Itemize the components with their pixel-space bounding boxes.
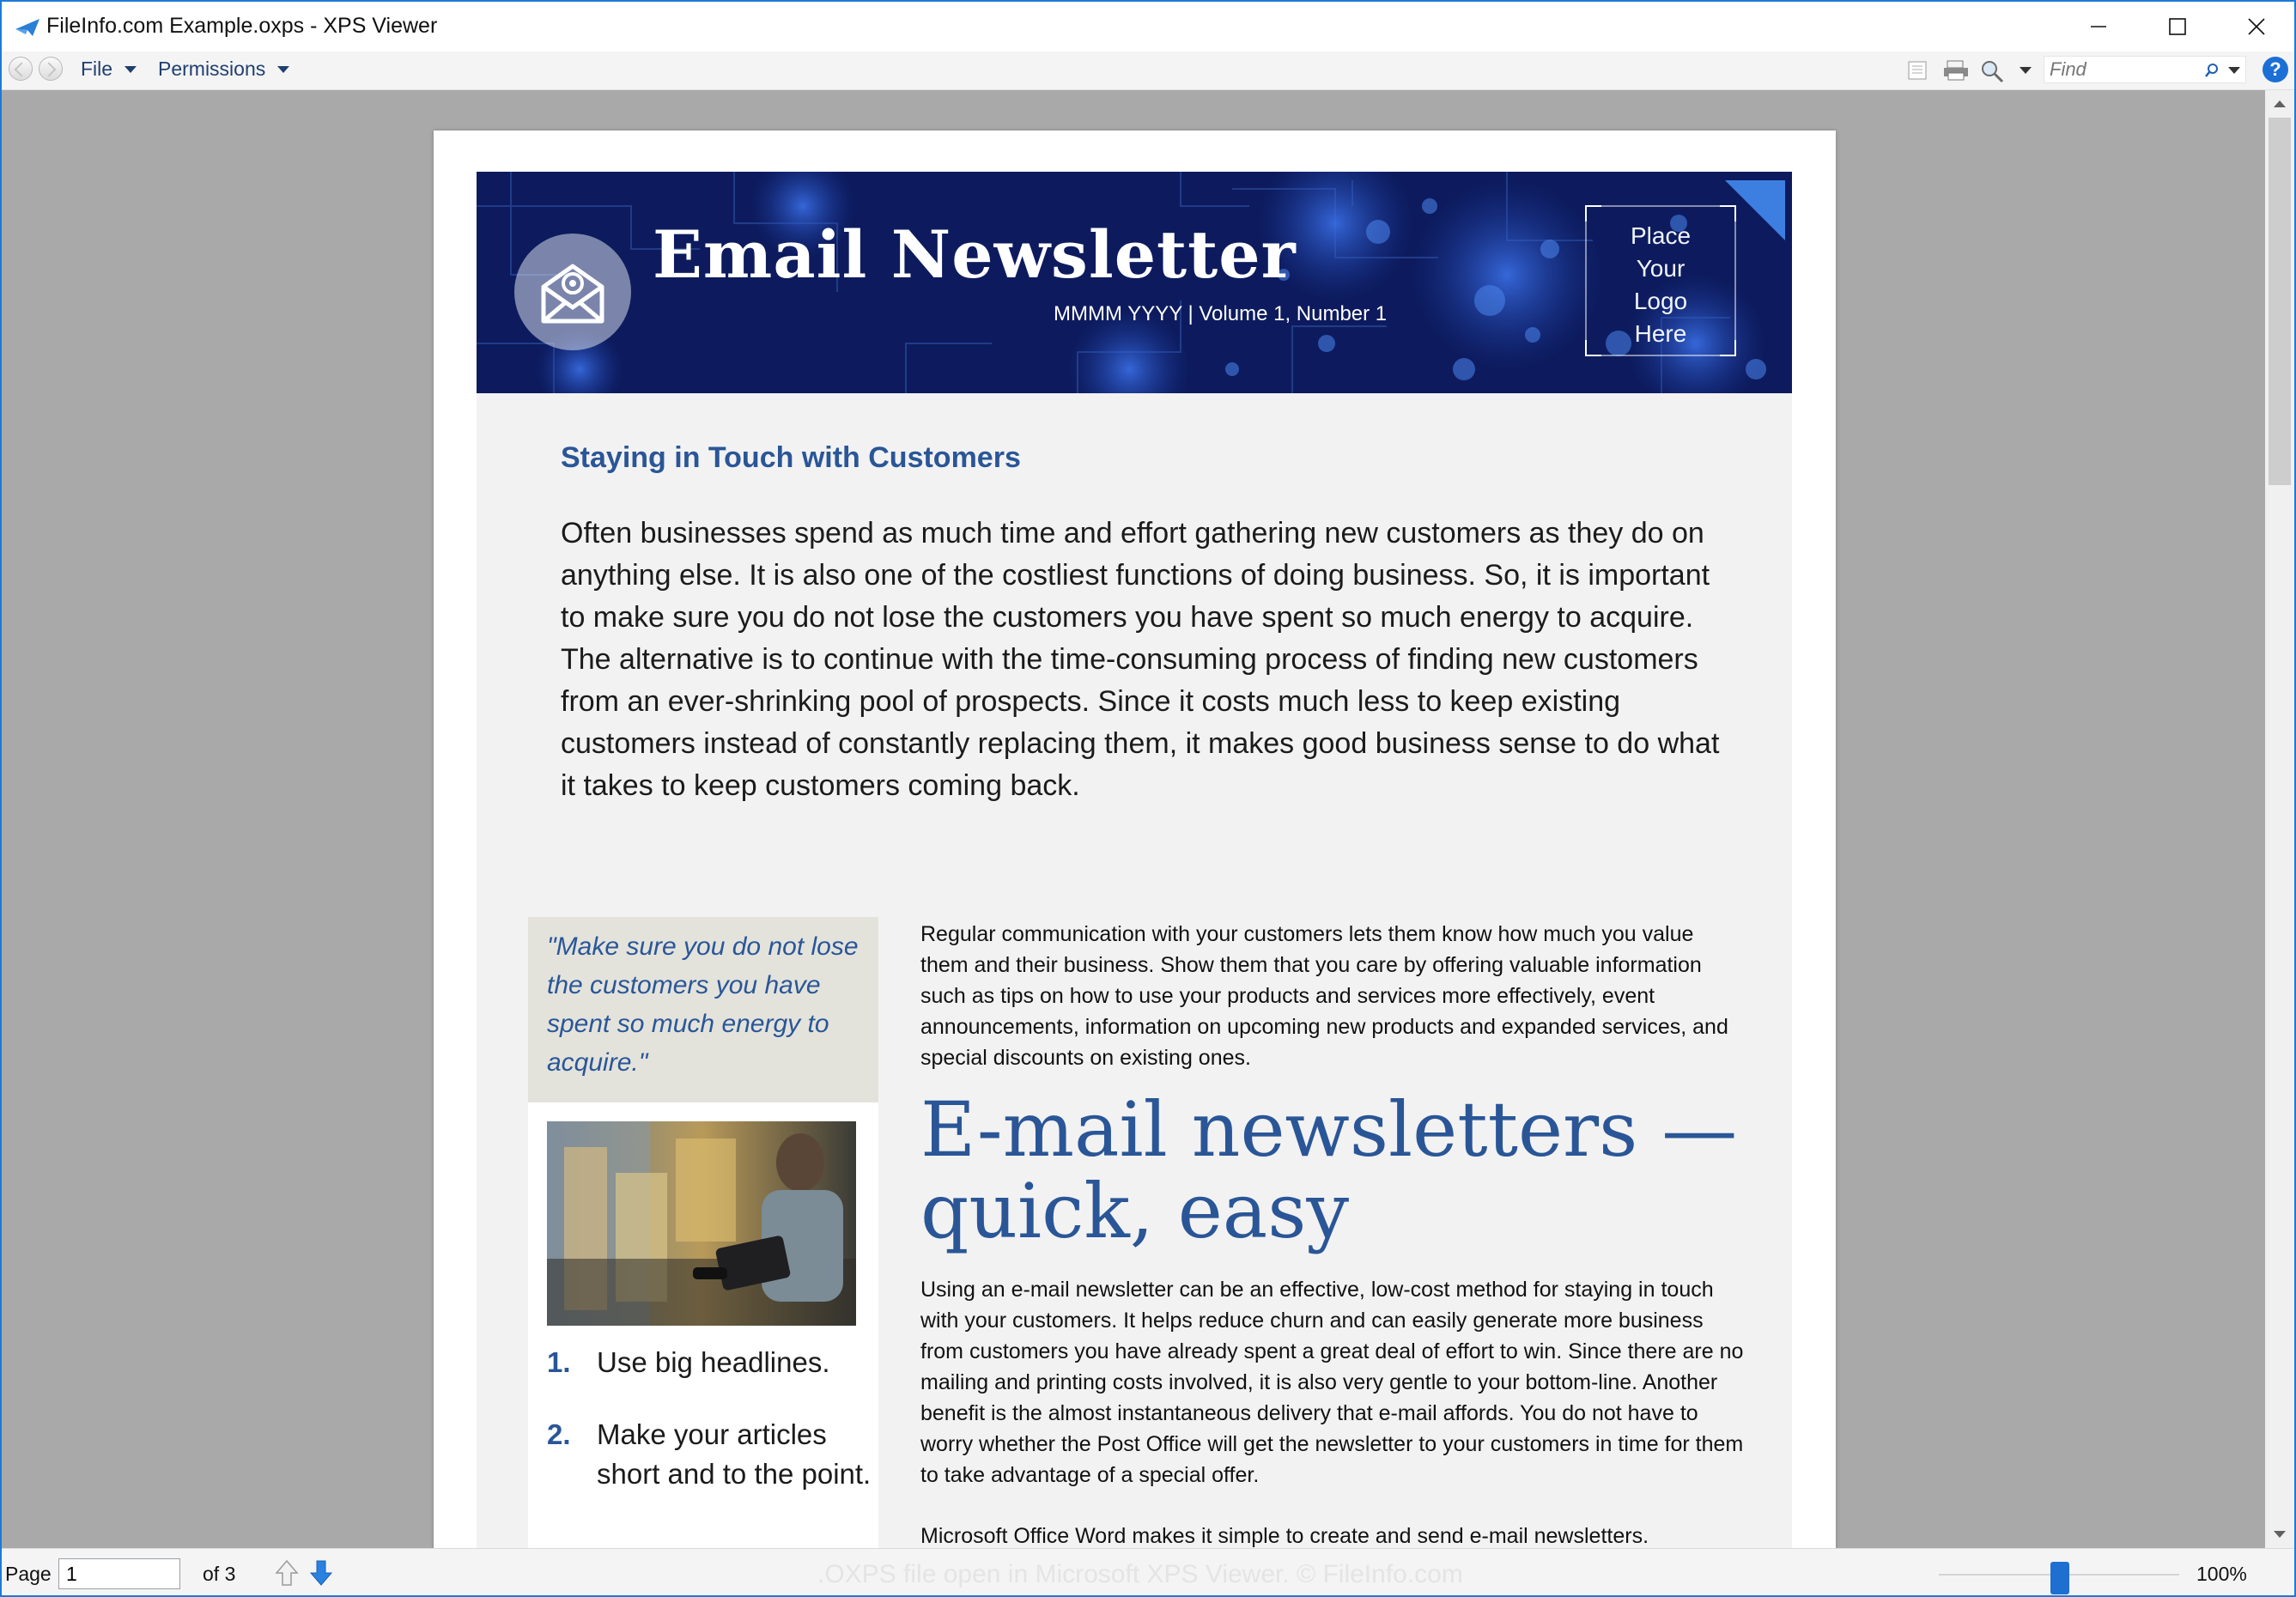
scroll-down-icon[interactable] xyxy=(2274,1531,2286,1538)
chevron-down-icon[interactable] xyxy=(2228,67,2240,74)
page-total: of 3 xyxy=(203,1563,236,1585)
document-page xyxy=(434,131,1836,1548)
scroll-up-icon[interactable] xyxy=(2274,100,2286,107)
maximize-button[interactable] xyxy=(2138,2,2217,52)
title-bar xyxy=(2,2,2294,52)
document-outline-icon[interactable] xyxy=(1906,59,1929,82)
paragraph-office-word: Microsoft Office Word makes it simple to create and send e-mail newsletters. xyxy=(920,1524,1649,1548)
close-icon xyxy=(2247,17,2266,36)
chevron-down-icon xyxy=(125,66,137,73)
zoom-icon[interactable] xyxy=(1980,59,2004,83)
warehouse-worker-photo xyxy=(547,1121,856,1326)
minimize-icon xyxy=(2089,17,2108,36)
file-menu[interactable] xyxy=(81,58,137,81)
forward-button[interactable] xyxy=(39,57,63,81)
find-input[interactable] xyxy=(2050,59,2178,80)
section-title: Staying in Touch with Customers xyxy=(561,441,1021,474)
maximize-icon xyxy=(2168,17,2187,36)
pull-quote xyxy=(528,917,878,1102)
status-bar xyxy=(2,1548,2294,1597)
logo-placeholder xyxy=(1584,204,1737,357)
email-badge xyxy=(514,234,631,350)
search-icon[interactable] xyxy=(2204,63,2220,78)
zoom-level: 100% xyxy=(2196,1563,2247,1585)
page-number-input[interactable] xyxy=(58,1558,180,1589)
menu-bar xyxy=(2,52,2294,90)
window-title: FileInfo.com Example.oxps - XPS Viewer xyxy=(46,14,438,38)
headline-email-newsletters: E-mail newsletters — quick, easy xyxy=(920,1085,1738,1255)
banner-title: Email Newsletter xyxy=(653,216,1297,293)
printer-icon[interactable] xyxy=(1942,59,1970,82)
newsletter-content: Email Newsletter MMMM YYYY | Volume 1, Number 1 Place Your Logo Here Staying in Touch with Customers Often businesses spend as much time and effort gathering new customers as they do on anything else. It is also one of the costliest functions of doing business. So, it is important to make sure you do not lose the customers you have spent so much energy to acquire. The alternative is to continue with the time-consuming process of finding new customers from an ever-shrinking pool of prospects. Since it costs much less to keep existing customers instead of constantly replacing them, it makes good business sense to do what it takes to keep customers coming back. "Make sure you do not lose the customers you have spent so much energy to acquire." 1. Use big headlines. 2. Make your articles short and to the point. Regular communication with your customers lets them know how much you value them and their business. Show them that you care by offering valuable information such as tips on how to use your products and services more effectively, event announcements, information on upcoming new products and expanded services, and special discounts on existing ones. E-mail newsletters — quick, easy Using an e-mail newsletter can be an effective, low-cost method for staying in touch with your customers. It helps reduce churn and can easily generate more business from customers you have already spent a great deal of effort to win. Since there are no mailing and printing costs involved, it is also very gentle to your bottom-line. Another benefit is the almost instantaneous delivery that e-mail affords. You do not have to worry whether the Post Office will get the newsletter to your customers in time for them to take advantage of a special offer. Microsoft Office Word makes it simple to create and send e-mail newsletters. xyxy=(477,172,1792,1548)
close-button[interactable] xyxy=(2217,2,2296,52)
vertical-scrollbar[interactable] xyxy=(2265,90,2294,1548)
paragraph-using-newsletter: Using an e-mail newsletter can be an effective, low-cost method for staying in touch with your customers. It helps reduce churn and can easily generate more business from customers you have already spent a great deal of effort to win. Since there are no mailing and printing costs involved, it is also very gentle to your bottom-line. Another benefit is the almost instantaneous delivery that e-mail affords. You do not have to worry whether the Post Office will get the newsletter to your customers in time for them to take advantage of a special offer. xyxy=(920,1278,1744,1487)
next-page-icon[interactable] xyxy=(309,1559,333,1587)
zoom-slider-thumb[interactable] xyxy=(2050,1562,2069,1594)
pull-quote-text: "Make sure you do not lose the customers you have spent so much energy to acquire." xyxy=(547,932,859,1077)
permissions-menu-label: Permissions xyxy=(158,58,266,80)
logo-placeholder-text: Place Your Logo Here xyxy=(1630,222,1692,347)
find-field[interactable] xyxy=(2044,56,2246,83)
paragraph-regular-communication: Regular communication with your customers lets them know how much you value them and their business. Show them that you care by offering valuable information such as tips on how to use your products and services more effectively, event announcements, information on upcoming new products and expanded services, and special discounts on existing ones. xyxy=(920,922,1728,1070)
back-button[interactable] xyxy=(9,57,33,81)
newsletter-banner xyxy=(477,172,1792,393)
chevron-down-icon xyxy=(277,66,289,73)
banner-subtitle: MMMM YYYY | Volume 1, Number 1 xyxy=(1054,302,1388,325)
watermark-text: .OXPS file open in Microsoft XPS Viewer. © FileInfo.com xyxy=(817,1560,1463,1588)
file-menu-label: File xyxy=(81,58,113,80)
permissions-menu[interactable] xyxy=(158,58,289,81)
photo-image xyxy=(547,1121,856,1326)
previous-page-icon[interactable] xyxy=(275,1559,299,1587)
chevron-down-icon[interactable] xyxy=(2020,67,2032,74)
scrollbar-thumb[interactable] xyxy=(2269,118,2291,485)
lead-paragraph: Often businesses spend as much time and effort gathering new customers as they do on anything else. It is also one of the costliest functions of doing business. So, it is important to make sure you do not lose the customers you have spent so much energy to acquire. The alternative is to continue with the time-consuming process of finding new customers from an ever-shrinking pool of prospects. Since it costs much less to keep existing customers instead of constantly replacing them, it makes good business sense to do what it takes to keep customers coming back. xyxy=(561,517,1720,802)
page-label: Page xyxy=(5,1563,52,1585)
document-viewport xyxy=(2,90,2265,1548)
help-icon[interactable]: ? xyxy=(2263,57,2288,82)
xps-viewer-app-icon xyxy=(14,17,41,38)
minimize-button[interactable] xyxy=(2059,2,2138,52)
email-envelope-icon xyxy=(538,258,607,326)
